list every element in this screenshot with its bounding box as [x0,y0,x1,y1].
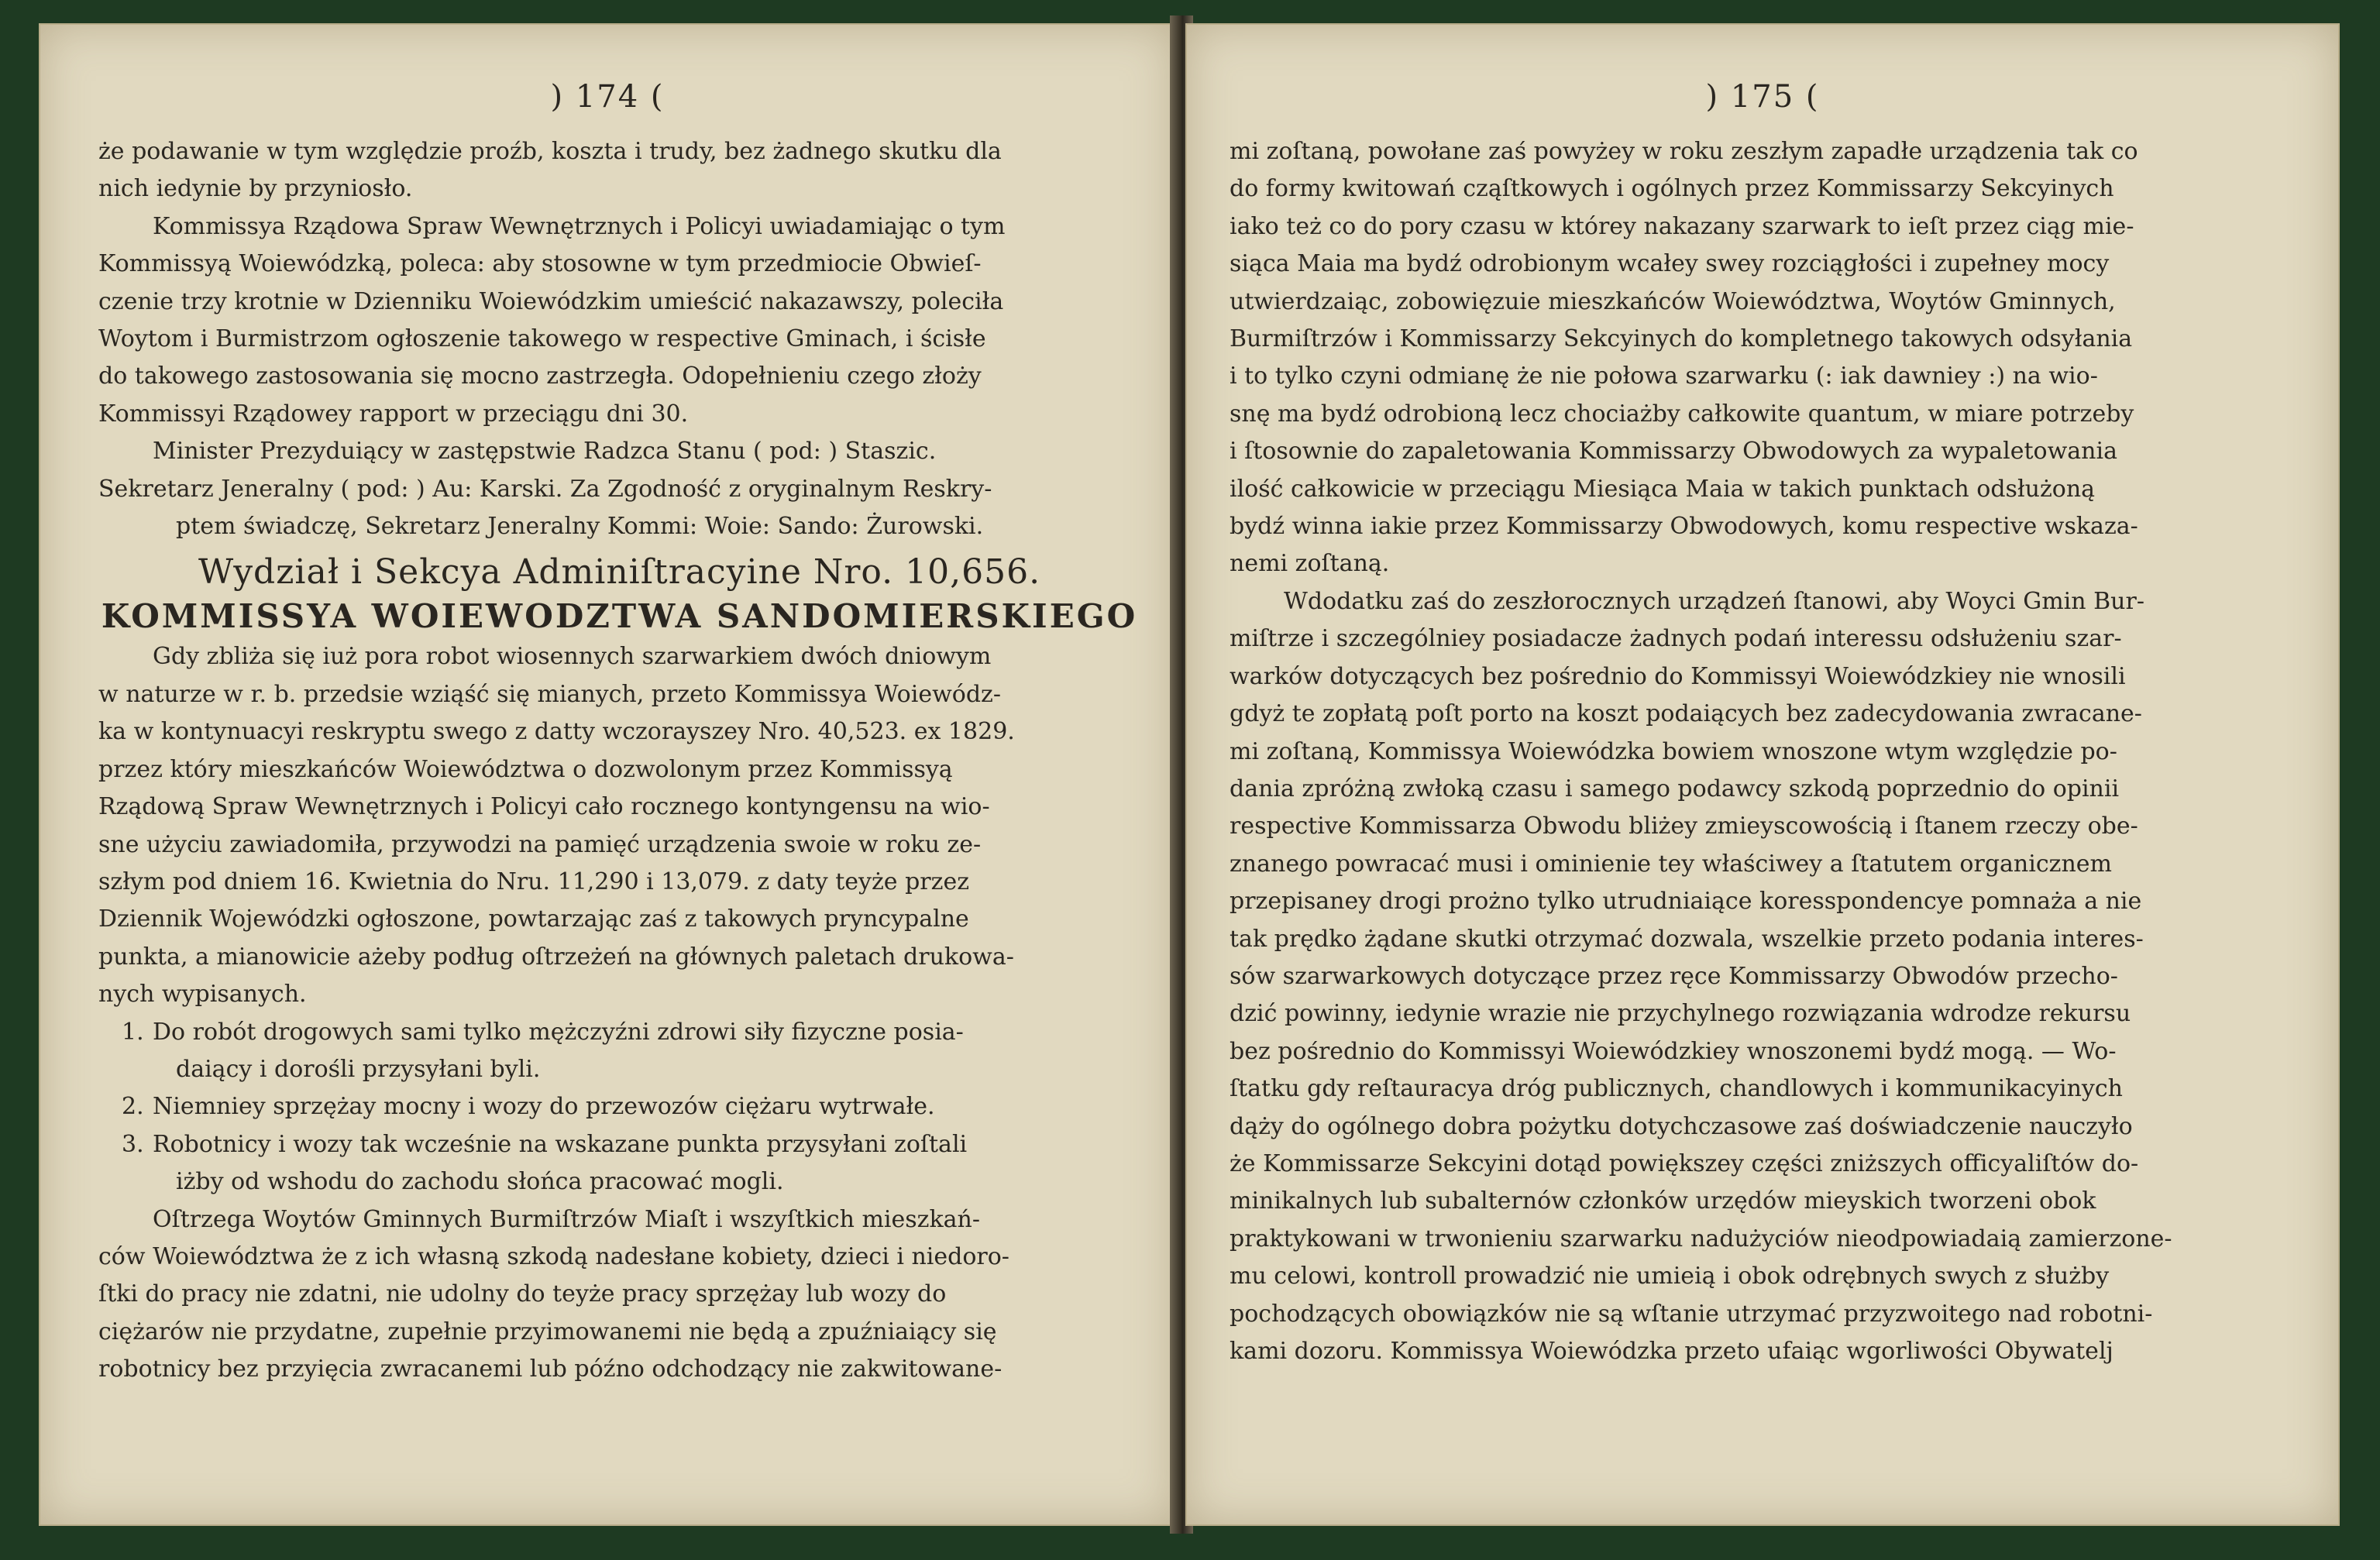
list-text: Niemniey sprzężay mocny i wozy do przewozów ciężaru wytrwałe. [153,1093,935,1121]
page-number-174: ) 174 ( [550,79,665,115]
text-line: punkta, a mianowicie ażeby podług oſtrzeżeń na głównych paletach drukowa- [98,943,1014,971]
text-line: Woytom i Burmistrzom ogłoszenie takowego w respective Gminach, i ścisłe [98,325,986,353]
text-line: Burmiſtrzów i Kommissarzy Sekcyinych do kompletnego takowych odsyłania [1230,325,2133,353]
list-number: 1. [122,1018,144,1046]
text-line: kami dozoru. Kommissya Woiewódzka przeto ufaiąc wgorliwości Obywatelj [1230,1338,2113,1365]
text-line: do takowego zastosowania się mocno zastrzegła. Odopełnieniu czego złoży [98,363,982,390]
text-line: znanego powracać musi i ominienie tey właściwey a ſtatutem organicznem [1230,850,2112,878]
text-line: sne użyciu zawiadomiła, przywodzi na pamięć urządzenia swoie w roku ze- [98,830,982,858]
text-line: w naturze w r. b. przedsie wziąść się mianych, przeto Kommissya Woiewódz- [98,680,1001,708]
text-line: sów szarwarkowych dotyczące przez ręce Kommissarzy Obwodów przecho- [1230,962,2118,990]
text-line: minikalnych lub subalternów członków urzędów mieyskich tworzeni obok [1230,1187,2096,1215]
list-text: Do robót drogowych sami tylko mężczyźni zdrowi siły fizyczne posia- [153,1018,964,1046]
list-number: 3. [122,1130,144,1158]
text-line: nich iedynie by przyniosło. [98,175,413,203]
right-page [1185,23,2340,1526]
text-line: Kommissyą Woiewódzką, poleca: aby stosowne w tym przedmiocie Obwieſ- [98,250,982,278]
text-line: bez pośrednio do Kommissyi Woiewódzkiey wnoszonemi bydź mogą. — Wo- [1230,1037,2117,1065]
text-line: miſtrze i szczególniey posiadacze żadnych podań interessu odsłużeniu szar- [1230,625,2122,653]
text-line: bydź winna iakie przez Kommissarzy Obwodowych, komu respective wskaza- [1230,513,2138,541]
section-heading: Wydział i Sekcya Adminiſtracyine Nro. 10,656. [198,552,1041,593]
text-line: ſtatku gdy reſtauracya dróg publicznych, chandlowych i kommunikacyinych [1230,1075,2124,1103]
left-paragraph-3 [98,638,1140,1013]
text-line: szłym pod dniem 16. Kwietnia do Nru. 11,290 i 13,079. z daty teyże przez [98,868,970,895]
left-page-text [98,133,1140,1389]
text-line: Oſtrzega Woytów Gminnych Burmiſtrzów Miaſt i wszyſtkich mieszkań- [153,1205,980,1233]
text-line: respective Kommissarza Obwodu bliżey zmieyscowością i ſtanem rzeczy obe- [1230,813,2138,840]
text-line: Dziennik Wojewódzki ogłoszone, powtarzając zaś z takowych pryncypalne [98,905,969,933]
left-paragraph-1 [98,133,1140,208]
left-paragraph-4 [98,1201,1140,1389]
text-line: dzić powinny, iedynie wrazie nie przychylnego rozwiązania wdrodze rekursu [1230,1000,2131,1028]
list-item [98,1014,1140,1051]
text-line: że Kommissarze Sekcyini dotąd powiększey części zniższych officyaliſtów do- [1230,1149,2139,1177]
text-line: czenie trzy krotnie w Dzienniku Woiewódzkim umieścić nakazawszy, poleciła [98,287,1004,315]
text-line: utwierdzaiąc, zobowięzuie mieszkańców Woiewództwa, Woytów Gminnych, [1230,287,2116,315]
list-text: Robotnicy i wozy tak wcześnie na wskazane punkta przysyłani zoſtali [153,1130,968,1158]
text-line: iako też co do pory czasu w którey nakazany szarwark to ieſt przez ciąg mie- [1230,212,2134,240]
text-line: siąca Maia ma bydź odrobionym wcałey swey rozciągłości i zupełney mocy [1230,250,2110,278]
list-text: daiący i dorośli przysyłani byli. [176,1055,541,1083]
text-line: Rządową Spraw Wewnętrznych i Policyi cało rocznego kontyngensu na wio- [98,793,990,821]
text-line: mi zoſtaną, powołane zaś powyżey w roku zeszłym zapadłe urządzenia tak co [1230,138,2138,165]
signature-attestation: ptem świadczę, Sekretarz Jeneralny Kommi: Woie: Sando: Żurowski. [176,513,984,541]
text-line: ilość całkowicie w przeciągu Miesiąca Maia w takich punktach odsłużoną [1230,475,2096,503]
text-line: warków dotyczących bez pośrednio do Kommissyi Woiewódzkiey nie wnosili [1230,662,2126,690]
left-page [39,23,1176,1526]
page-number-175: ) 175 ( [1705,79,1820,115]
text-line: ciężarów nie przydatne, zupełnie przyimowanemi nie będą a zpuźniaiący się [98,1318,997,1345]
signature-minister: Minister Prezyduiący w zastępstwie Radzca Stanu ( pod: ) Staszic. [153,438,937,466]
text-line: robotnicy bez przyięcia zwracanemi lub późno odchodzący nie zakwitowane- [98,1356,1003,1383]
text-line: ców Woiewództwa że z ich własną szkodą nadesłane kobiety, dzieci i niedoro- [98,1242,1009,1270]
text-line: Wdodatku zaś do zeszłorocznych urządzeń ſtanowi, aby Woyci Gmin Bur- [1284,587,2144,615]
text-line: mi zoſtaną, Kommissya Woiewódzka bowiem wnoszone wtym względzie po- [1230,737,2117,765]
right-paragraph-1 [1230,133,2299,583]
text-line: praktykowani w trwonieniu szarwarku nadużyciów nieodpowiadaią zamierzone- [1230,1225,2172,1252]
text-line: przez który mieszkańców Woiewództwa o dozwolonym przez Kommissyą [98,755,953,783]
list-text: iżby od wshodu do zachodu słońca pracować mogli. [176,1168,784,1196]
right-page-text [1230,133,2299,1370]
text-line: gdyż te zopłatą poſt porto na koszt podaiących bez zadecydowania zwracane- [1230,700,2142,728]
numbered-list [98,1014,1140,1201]
text-line: mu celowi, kontroll prowadzić nie umieią i obok odrębnych swych z służby [1230,1263,2110,1290]
text-line: tak prędko żądane skutki otrzymać dozwala, wszelkie przeto podania interes- [1230,925,2144,953]
text-line: i ſtosownie do zapaletowania Kommissarzy Obwodowych za wypaletowania [1230,438,2117,466]
list-item [98,1126,1140,1163]
text-line: dąży do ogólnego dobra pożytku dotychczasowe zaś doświadczenie nauczyło [1230,1112,2133,1140]
text-line: pochodzących obowiązków nie są wſtanie utrzymać przyzwoitego nad robotni- [1230,1300,2153,1328]
text-line: i to tylko czyni odmianę że nie połowa szarwarku (: iak dawniey :) na wio- [1230,363,2098,390]
text-line: przepisaney drogi prożno tylko utrudniaiące koresspondencye pomnaża a nie [1230,888,2142,916]
text-line: ſtki do pracy nie zdatni, nie udolny do teyże pracy sprzężay lub wozy do [98,1280,947,1308]
commission-heading: KOMMISSYA WOIEWODZTWA SANDOMIERSKIEGO [101,597,1138,636]
text-line: Kommissya Rządowa Spraw Wewnętrznych i Policyi uwiadamiając o tym [153,212,1006,240]
text-line: Gdy zbliża się iuż pora robot wiosennych szarwarkiem dwóch dniowym [153,643,992,671]
list-number: 2. [122,1093,144,1121]
left-paragraph-2 [98,208,1140,433]
text-line: snę ma bydź odrobioną lecz chociażby całkowite quantum, w miare potrzeby [1230,400,2134,428]
text-line: nych wypisanych. [98,981,307,1009]
text-line: do formy kwitowań cząſtkowych i ogólnych przez Kommissarzy Sekcyinych [1230,175,2114,203]
list-item [98,1088,1140,1125]
text-line: że podawanie w tym względzie proźb, koszta i trudy, bez żadnego skutku dla [98,138,1002,165]
signature-secretary: Sekretarz Jeneralny ( pod: ) Au: Karski. Za Zgodność z oryginalnym Reskry- [98,475,992,503]
text-line: dania zpróżną zwłoką czasu i samego podawcy szkodą poprzednio do opinii [1230,775,2120,802]
text-line: Kommissyi Rządowey rapport w przeciągu dni 30. [98,400,689,428]
right-paragraph-2 [1230,583,2299,1371]
text-line: nemi zoſtaną. [1230,550,1390,578]
text-line: ka w kontynuacyi reskryptu swego z datty wczorayszey Nro. 40,523. ex 1829. [98,718,1015,746]
